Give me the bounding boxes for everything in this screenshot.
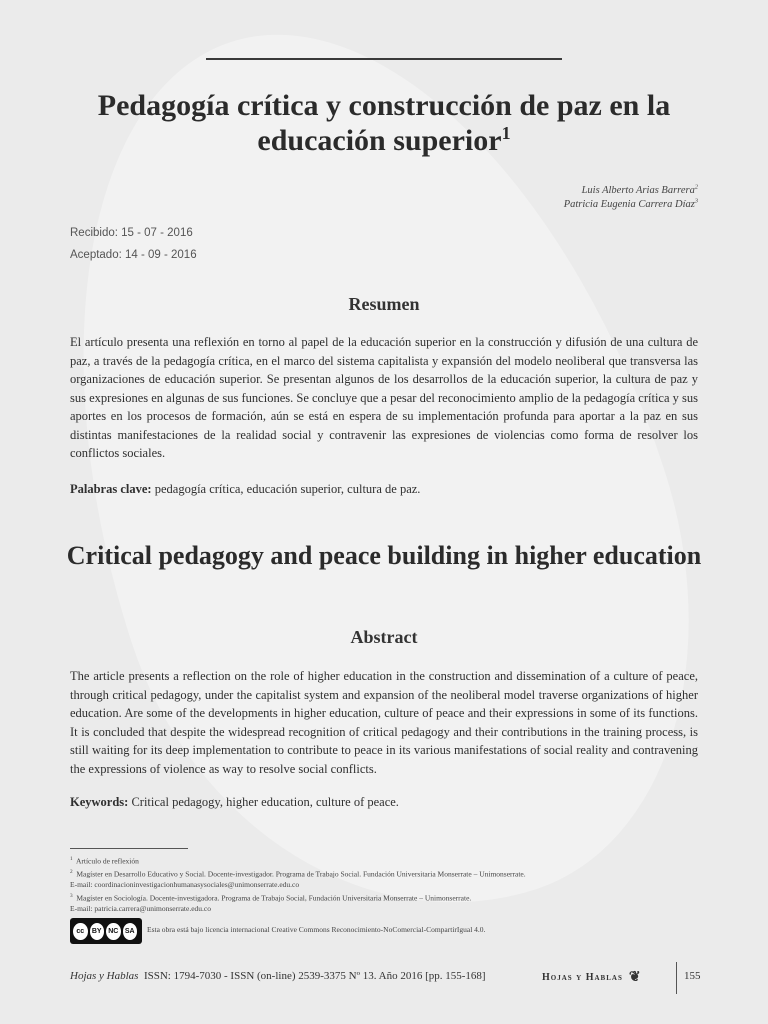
dates <box>70 222 197 266</box>
journal-citation <box>70 970 486 982</box>
received-date: Recibido: 15 - 07 - 2016 <box>70 227 193 239</box>
english-title: Critical pedagogy and peace building in higher education <box>66 541 702 570</box>
page-number: 155 <box>684 970 701 982</box>
title-footnote-mark: 1 <box>501 123 511 143</box>
license-text: Esta obra está bajo licencia internacional Creative Commons Reconocimiento-NoComercial-CompartirIgual 4.0. <box>147 925 486 934</box>
footnote-number: 2 <box>70 869 73 875</box>
spanish-title <box>60 88 708 158</box>
cc-icon: cc <box>73 923 88 940</box>
footnotes <box>70 854 698 914</box>
author-footnote-mark: 2 <box>694 183 698 191</box>
author-name: Patricia Eugenia Carrera Díaz <box>563 199 695 210</box>
palabras-clave-text: pedagogía crítica, educación superior, cultura de paz. <box>154 482 421 496</box>
sa-icon: SA <box>123 923 138 940</box>
footnote-email <box>70 904 698 915</box>
abstract-text: The article presents a reflection on the role of higher education in the construction and dissemination of a culture of peace, through critical pedagogy, under the capitalist system and expansion of the neoliberal model traverse organizations of higher education. Are some of the developments in higher education, culture of peace and their expressions in some of its functions. It is concluded that despite the widespread recognition of critical pedagogy and their contributions in the training process, is still waiting for its deep implementation to contribute to peace in its various manifestations of social reality and contravening the expressions of violence as way to resolve social conflicts. <box>70 669 698 776</box>
leaf-logo-icon: ❦ <box>628 969 642 985</box>
footnote-rule <box>70 848 188 849</box>
by-icon: BY <box>90 923 105 940</box>
palabras-clave <box>70 482 420 497</box>
author-name: Luis Alberto Arias Barrera <box>581 185 695 196</box>
keywords <box>70 795 399 810</box>
resumen-heading: Resumen <box>348 294 420 314</box>
footnote-number: 1 <box>70 856 73 862</box>
footnote-email <box>70 880 698 891</box>
nc-icon: NC <box>106 923 121 940</box>
spanish-title-text: Pedagogía crítica y construcción de paz en la educación superior <box>97 89 671 157</box>
author-1 <box>564 184 698 198</box>
keywords-label: Keywords: <box>70 795 129 809</box>
footnote <box>70 891 698 904</box>
authors <box>564 184 698 212</box>
author-2 <box>564 198 698 212</box>
footnote-text: Magíster en Desarrollo Educativo y Social. Docente-investigador. Programa de Trabajo Social. Fundación Universitaria Monserrate – Unimonserrate. <box>76 869 526 879</box>
abstract-heading: Abstract <box>350 627 418 647</box>
page-separator <box>676 962 677 994</box>
author-footnote-mark: 3 <box>694 197 698 205</box>
footnote-text: E-mail: patricia.carrera@unimonserrate.edu.co <box>70 903 212 913</box>
issn-text: ISSN: 1794-7030 - ISSN (on-line) 2539-3375 Nº 13. Año 2016 [pp. 155-168] <box>143 970 486 982</box>
accepted-date: Aceptado: 14 - 09 - 2016 <box>70 249 197 261</box>
keywords-text: Critical pedagogy, higher education, culture of peace. <box>131 795 399 809</box>
footnote-number: 3 <box>70 892 73 899</box>
resumen-text: El artículo presenta una reflexión en torno al papel de la educación superior en la construcción y difusión de una cultura de paz, a través de la pedagogía crítica, en el marco del sistema capitalista y expansión del modelo neoliberal que transversa las organizaciones de educación superior. Se presentan algunos de los desarrollos de la educación superior, la cultura de paz y sus expresiones en algunas de sus funciones. Se concluye que a pesar del reconocimiento amplio de la pedagogía crítica y sus aportes en los procesos de formación, aún se está en espera de su implementación profunda para aportar a la paz en sus distintas manifestaciones de la realidad social y contravenir las expresiones de violencias como forma de resolver los conflictos sociales. <box>70 335 698 460</box>
footnote-text: Magíster en Sociología. Docente-investigadora. Programa de Trabajo Social, Fundación Universitaria Monserrate – Unimonserrate. <box>76 893 472 902</box>
footnote-text: E-mail: coordinacioninvestigacionhumanasysociales@unimonserrate.edu.co <box>70 880 300 889</box>
journal-logo <box>542 966 672 988</box>
top-rule <box>206 58 562 60</box>
journal-name: Hojas y Hablas <box>70 970 139 982</box>
footnote <box>70 854 698 867</box>
creative-commons-badge[interactable] <box>70 918 142 944</box>
journal-logo-text: Hojas y Hablas <box>542 971 623 983</box>
footnote <box>70 867 698 880</box>
palabras-clave-label: Palabras clave: <box>70 482 152 496</box>
footnote-text: Artículo de reflexión <box>75 856 139 866</box>
